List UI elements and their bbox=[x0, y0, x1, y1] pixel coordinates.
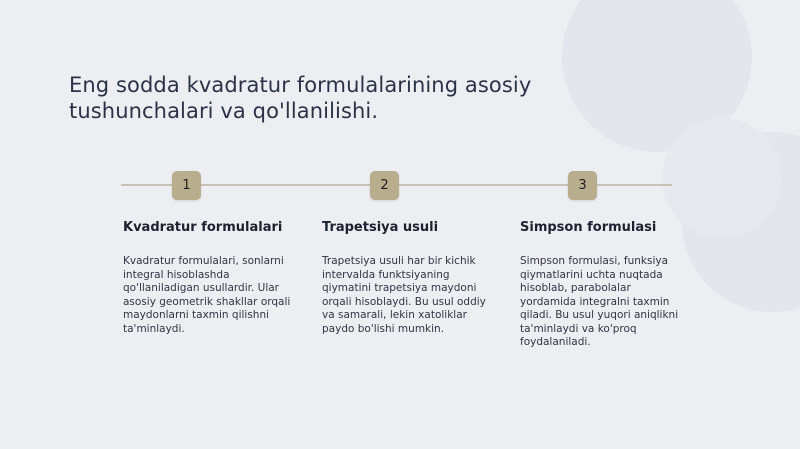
timeline-step-2: 2 bbox=[370, 171, 399, 200]
step-description-3: Simpson formulasi, funksiya qiymatlarini uchta nuqtada hisoblab, parabolalar yordamida integralni taxmin qiladi. Bu usul yuqori aniqlikni ta'minlaydi va ko'proq foydalaniladi. bbox=[520, 255, 679, 348]
timeline-step-3: 3 bbox=[568, 171, 597, 200]
step-description-2: Trapetsiya usuli har bir kichik intervalda funktsiyaning qiymatini trapetsiya maydoni orqali hisoblaydi. Bu usul oddiy va samarali, lekin xatoliklar paydo bo'lishi mumkin. bbox=[322, 255, 486, 335]
timeline-step-1: 1 bbox=[172, 171, 201, 200]
step-heading-1: Kvadratur formulalari bbox=[123, 220, 283, 235]
step-heading-3: Simpson formulasi bbox=[520, 220, 657, 235]
step-description-1: Kvadratur formulalari, sonlarni integral hisoblashda qo'llaniladigan usullardir. Ular asosiy geometrik shakllar orqali maydonlarni taxmin qilishni ta'minlaydi. bbox=[123, 255, 291, 335]
slide-title: Eng sodda kvadratur formulalarining asosiy tushunchalari va qo'llanilishi. bbox=[69, 73, 532, 123]
step-heading-2: Trapetsiya usuli bbox=[322, 220, 439, 235]
background-circle bbox=[662, 118, 782, 238]
